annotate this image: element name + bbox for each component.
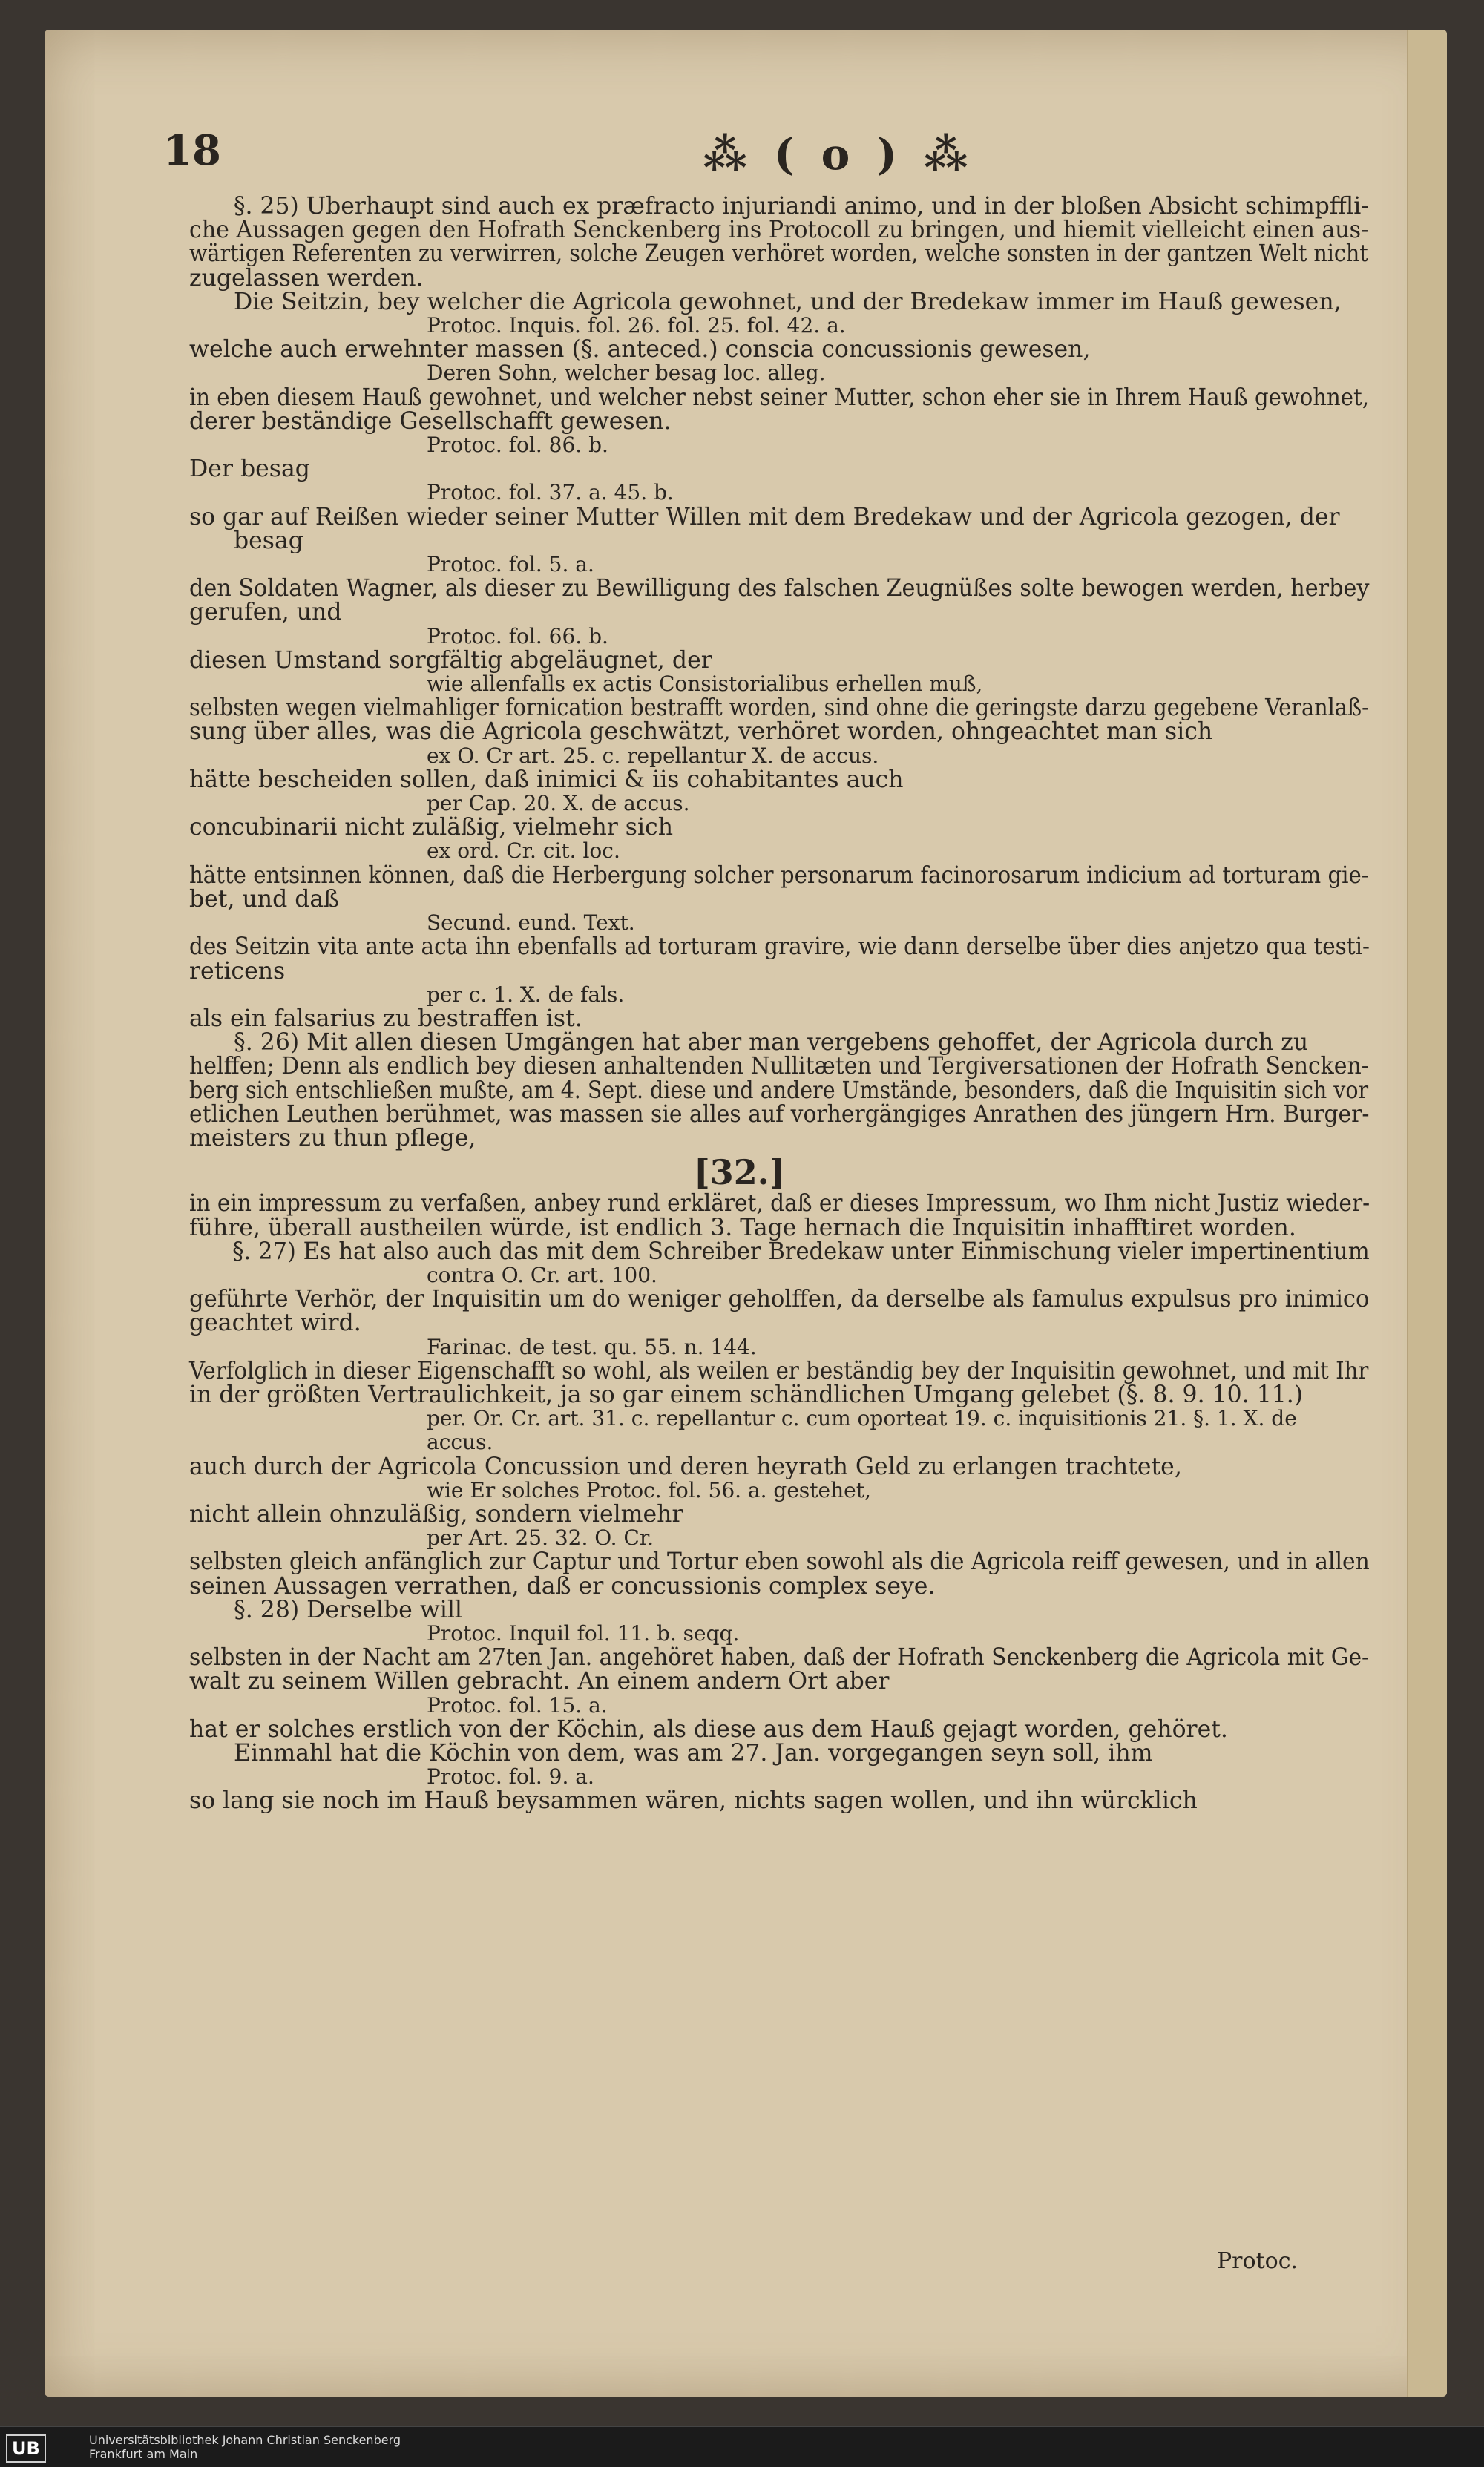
text-line: so lang sie noch im Hauß beysammen wären, nichts sagen wollen, und ihn würcklich [189,1787,1198,1815]
document-body [189,194,1369,1813]
citation-line: Secund. eund. Text. [427,910,635,936]
page-number: 18 [163,126,221,175]
citation-line: Protoc. fol. 66. b. [427,623,608,648]
text-line: welche auch erwehnter massen (§. anteced.) conscia concussionis gewesen, [189,336,1091,364]
text-line: Der besag [189,456,310,483]
text-line: auch durch der Agricola Concussion und deren heyrath Geld zu erlangen trachtete, [189,1453,1182,1480]
citation-line: wie Er solches Protoc. fol. 56. a. gestehet, [427,1477,871,1502]
catchword: Protoc. [1217,2248,1298,2274]
text-line: wärtigen Referenten zu verwirren, solche Zeugen verhöret worden, welche sonsten in der gantzen Welt nicht [189,240,1368,268]
text-line: bet, und daß [189,885,340,913]
text-line: etlichen Leuthen berühmet, was massen sie alles auf vorhergängiges Anrathen des jüngern Hrn. Burger- [189,1100,1370,1128]
citation-line: ex O. Cr art. 25. c. repellantur X. de accus. [427,743,879,768]
text-line: den Soldaten Wagner, als dieser zu Bewilligung des falschen Zeugnüßes solte bewogen werden, herbey [189,575,1370,602]
citation-line: Protoc. fol. 15. a. [427,1692,608,1718]
text-line: §. 27) Es hat also auch das mit dem Schreiber Bredekaw unter Einmischung vieler impertinentium [232,1238,1370,1265]
text-line: walt zu seinem Willen gebracht. An einem andern Ort aber [189,1668,890,1695]
citation-line: contra O. Cr. art. 100. [427,1262,657,1287]
page-header [163,126,1365,185]
text-line: diesen Umstand sorgfältig abgeläugnet, der [189,646,712,674]
citation-line: Protoc. fol. 5. a. [427,552,594,577]
page-edge [1407,30,1447,2397]
viewer-footer [0,2426,1484,2467]
text-line: hätte bescheiden sollen, daß inimici & iis cohabitantes auch [189,766,904,793]
text-line: concubinarii nicht zuläßig, vielmehr sich [189,814,673,841]
text-line: als ein falsarius zu bestraffen ist. [189,1005,582,1032]
text-line: so gar auf Reißen wieder seiner Mutter Willen mit dem Bredekaw und der Agricola gezogen, der [189,503,1340,530]
text-line: Einmahl hat die Köchin von dem, was am 27. Jan. vorgegangen seyn soll, ihm [234,1740,1153,1767]
citation-line: per Art. 25. 32. O. Cr. [427,1525,654,1551]
text-line: selbsten wegen vielmahliger fornication bestrafft worden, sind ohne die geringste darzu gegebene Veranlaß- [189,694,1369,722]
text-line: gerufen, und [189,599,342,626]
text-line: helffen; Denn als endlich bey diesen anhaltenden Nullitæten und Tergiversationen der Hofrath Sencken- [189,1053,1369,1080]
text-line: geachtet wird. [189,1310,361,1337]
text-line: §. 26) Mit allen diesen Umgängen hat aber man vergebens gehoffet, der Agricola durch zu [234,1029,1309,1057]
text-line: geführte Verhör, der Inquisitin um do weniger geholffen, da derselbe als famulus expulsus pro inimico [189,1286,1370,1313]
text-line: berg sich entschließen mußte, am 4. Sept. diese und andere Umstände, besonders, daß die Inquisitin sich vor [189,1077,1369,1104]
text-line: sung über alles, was die Agricola geschwätzt, verhöret worden, ohngeachtet man sich [189,718,1213,746]
citation-line: ex ord. Cr. cit. loc. [427,838,620,864]
citation-line: wie allenfalls ex actis Consistorialibus erhellen muß, [427,671,983,697]
signature-mark: ⁂ ( o ) ⁂ [703,129,974,180]
text-line: derer beständige Gesellschafft gewesen. [189,407,672,435]
citation-line: Protoc. fol. 9. a. [427,1764,594,1790]
text-line: in der größten Vertraulichkeit, ja so gar einem schändlichen Umgang gelebet (§. 8. 9. 10. 11.) [189,1381,1304,1408]
citation-line: Protoc. fol. 37. a. 45. b. [427,480,674,505]
citation-line: Protoc. Inquis. fol. 26. fol. 25. fol. 42. a. [427,313,846,338]
text-line: seinen Aussagen verrathen, daß er concussionis complex seye. [189,1572,936,1600]
text-line: des Seitzin vita ante acta ihn ebenfalls ad torturam gravire, wie dann derselbe über dies anjetzo qua testi- [189,933,1370,961]
text-line: nicht allein ohnzuläßig, sondern vielmehr [189,1500,683,1528]
text-line: selbsten in der Nacht am 27ten Jan. angehöret haben, daß der Hofrath Senckenberg die Agricola mit Ge- [189,1644,1370,1672]
text-line: Die Seitzin, bey welcher die Agricola gewohnet, und der Bredekaw immer im Hauß gewesen, [234,288,1342,315]
section-number: [32.] [694,1152,786,1193]
text-line: hat er solches erstlich von der Köchin, als diese aus dem Hauß gejagt worden, gehöret. [189,1715,1228,1743]
citation-line: Protoc. fol. 86. b. [427,433,608,458]
citation-line: Deren Sohn, welcher besag loc. alleg. [427,361,826,386]
citation-line: per Cap. 20. X. de accus. [427,791,690,816]
text-line: führe, überall austheilen würde, ist endlich 3. Tage hernach die Inquisitin inhafftiret worden. [189,1214,1296,1241]
text-line: besag [234,527,303,554]
text-line: in ein impressum zu verfaßen, anbey rund erkläret, daß er dieses Impressum, wo Ihm nicht Justiz wieder- [189,1190,1370,1218]
citation-line: Protoc. Inquil fol. 11. b. seqq. [427,1620,740,1646]
text-line: selbsten gleich anfänglich zur Captur und Tortur eben sowohl als die Agricola reiff gewesen, und in allen [189,1548,1370,1576]
citation-line: per c. 1. X. de fals. [427,982,625,1007]
text-line: Verfolglich in dieser Eigenschafft so wohl, als weilen er beständig bey der Inquisitin gewohnet, und mit Ihr [189,1357,1369,1384]
text-line: §. 25) Uberhaupt sind auch ex præfracto injuriandi animo, und in der bloßen Absicht schimpffli- [233,193,1369,220]
text-line: §. 28) Derselbe will [234,1596,463,1623]
text-line: zugelassen werden. [189,264,424,292]
library-city: Frankfurt am Main [89,2447,198,2461]
text-line: hätte entsinnen können, daß die Herbergung solcher personarum facinorosarum indicium ad torturam gie- [189,861,1369,889]
ub-logo: UB [6,2434,46,2463]
citation-line: accus. [427,1430,493,1455]
text-line: reticens [189,957,286,985]
text-line: meisters zu thun pflege, [189,1124,476,1152]
citation-line: per. Or. Cr. art. 31. c. repellantur c. cum oporteat 19. c. inquisitionis 21. §. 1. X. de [427,1406,1297,1431]
library-name: Universitätsbibliothek Johann Christian Senckenberg [89,2433,401,2447]
text-line: che Aussagen gegen den Hofrath Senckenberg ins Protocoll zu bringen, und hiemit vielleicht einen aus- [189,217,1369,244]
citation-line: Farinac. de test. qu. 55. n. 144. [427,1334,757,1359]
text-line: in eben diesem Hauß gewohnet, und welcher nebst seiner Mutter, schon eher sie in Ihrem Hauß gewohnet, [189,384,1369,411]
